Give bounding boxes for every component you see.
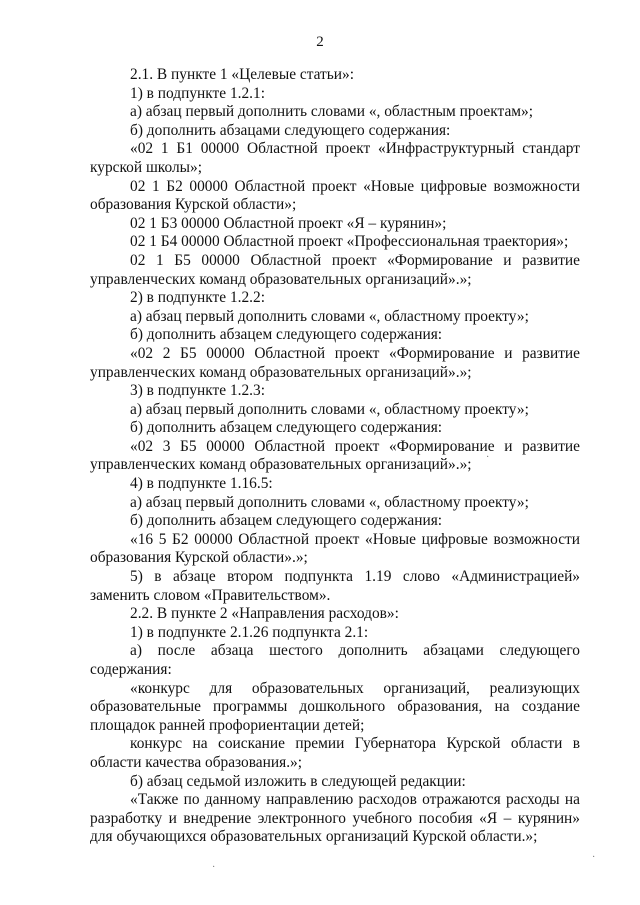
paragraph-sub-1: 1) в подпункте 1.2.1: bbox=[130, 84, 266, 102]
paragraph-project-b2: 02 1 Б2 00000 Областной проект «Новые цифровые возможности образования Курской области»; bbox=[90, 177, 580, 214]
paragraph-2-1: 2.1. В пункте 1 «Целевые статьи»: bbox=[130, 66, 355, 83]
paragraph-project-2-b5: «02 2 Б5 00000 Областной проект «Формирование и развитие управленческих команд образовательных организаций».»; bbox=[90, 344, 580, 381]
paragraph-project-b5: 02 1 Б5 00000 Областной проект «Формирование и развитие управленческих команд образовательных организаций».»; bbox=[90, 251, 580, 288]
paragraph-sub-2b: б) дополнить абзацем следующего содержания: bbox=[130, 326, 443, 344]
scan-speck: · bbox=[212, 862, 216, 873]
paragraph-sub-2a: а) абзац первый дополнить словами «, областному проекту»; bbox=[130, 307, 529, 325]
paragraph-project-16-b2: «16 5 Б2 00000 Областной проект «Новые цифровые возможности образования Курской области».»; bbox=[90, 530, 580, 567]
paragraph-contest-preschool: «конкурс для образовательных организаций, реализующих образовательные программы дошкольного образования, на создание площадок ранней профориентации детей; bbox=[90, 679, 580, 734]
paragraph-project-b1: «02 1 Б1 00000 Областной проект «Инфраструктурный стандарт курской школы»; bbox=[90, 140, 580, 176]
paragraph-sub-3: 3) в подпункте 1.2.3: bbox=[130, 382, 266, 400]
paragraph-expenses: «Также по данному направлению расходов отражаются расходы на разработку и внедрение электронного учебного пособия «Я – курянин» для обучающихся образовательных организаций Курской области.»; bbox=[90, 791, 580, 846]
scan-speck: · bbox=[592, 852, 596, 863]
paragraph-sub-3b: б) дополнить абзацем следующего содержания: bbox=[130, 419, 443, 437]
page-number: 2 bbox=[316, 34, 324, 50]
paragraph-project-b3: 02 1 Б3 00000 Областной проект «Я – курянин»; bbox=[130, 214, 447, 232]
paragraph-sub-4a: а) абзац первый дополнить словами «, областному проекту»; bbox=[130, 493, 529, 511]
paragraph-sub-4b: б) дополнить абзацем следующего содержания: bbox=[130, 512, 443, 530]
paragraph-2-2: 2.2. В пункте 2 «Направления расходов»: bbox=[130, 605, 399, 623]
paragraph-project-3-b5: «02 3 Б5 00000 Областной проект «Формирование и развитие управленческих команд образовательных организаций».»; bbox=[90, 437, 580, 474]
paragraph-sub-1a: а) абзац первый дополнить словами «, областным проектам»; bbox=[130, 103, 533, 121]
paragraph-2-2-sub-1a: а) после абзаца шестого дополнить абзацами следующего содержания: bbox=[90, 642, 580, 678]
scan-speck: · bbox=[486, 452, 490, 463]
document-body bbox=[90, 66, 580, 847]
paragraph-project-b4: 02 1 Б4 00000 Областной проект «Профессиональная траектория»; bbox=[130, 233, 569, 251]
paragraph-contest-governor: конкурс на соискание премии Губернатора Курской области в области качества образования.»; bbox=[90, 735, 580, 771]
paragraph-2-2-sub-1: 1) в подпункте 2.1.26 подпункта 2.1: bbox=[130, 623, 369, 641]
paragraph-sub-1b: б) дополнить абзацами следующего содержания: bbox=[130, 121, 451, 139]
paragraph-sub-4: 4) в подпункте 1.16.5: bbox=[130, 475, 273, 493]
paragraph-2-2-sub-1b: б) абзац седьмой изложить в следующей редакции: bbox=[130, 772, 466, 790]
paragraph-sub-5: 5) в абзаце втором подпункта 1.19 слово «Администрацией» заменить словом «Правительством». bbox=[90, 568, 580, 604]
paragraph-sub-3a: а) абзац первый дополнить словами «, областному проекту»; bbox=[130, 400, 529, 418]
paragraph-sub-2: 2) в подпункте 1.2.2: bbox=[130, 289, 266, 307]
